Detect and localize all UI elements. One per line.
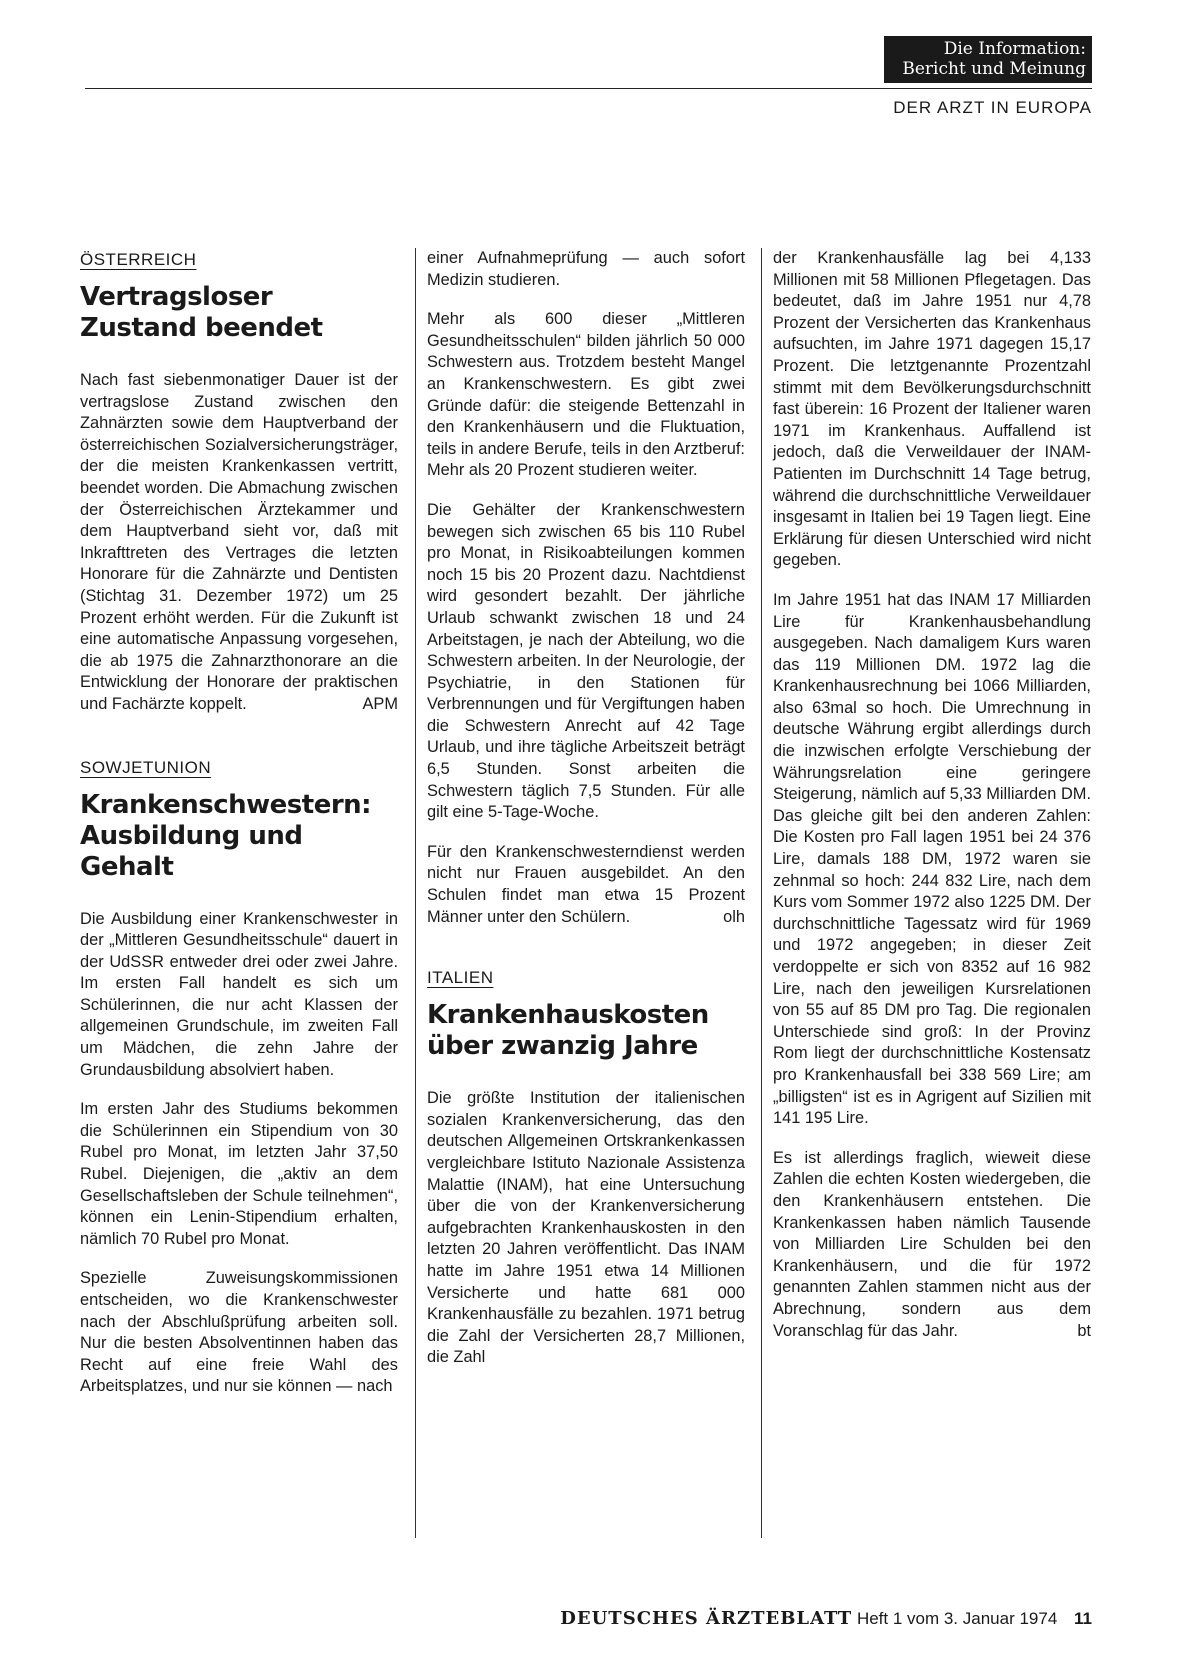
kicker-italien: ITALIEN — [427, 968, 494, 988]
paragraph-text: Nach fast siebenmonatiger Dauer ist der vertragslose Zustand zwischen den Zahnärzten sowie dem Hauptverband der österreichischen Sozialversicherungsträger, der die meisten Krankenkassen vertritt, beendet worden. Die Abmachung zwischen der Österreichischen Ärztekammer und dem Hauptverband sieht vor, daß mit Inkrafttreten des Vertrages die letzten Honorare für die Zahnärzte und Dentisten (Stichtag 31. Dezember 1972) um 25 Prozent erhöht werden. Für die Zukunft ist eine automatische Anpassung vorgesehen, die ab 1975 die Zahnarzthonorare an die Entwicklung der Honorare der praktischen und Fachärzte koppelt. — [80, 371, 398, 713]
column-2 — [427, 248, 745, 1369]
article-paragraph — [80, 370, 398, 716]
headline-line: Krankenschwestern: — [80, 789, 372, 820]
headline-line: über zwanzig Jahre — [427, 1031, 698, 1062]
kicker-sowjetunion: SOWJETUNION — [80, 757, 212, 777]
section-title: DER ARZT IN EUROPA — [893, 98, 1092, 117]
header-rule — [85, 88, 1092, 89]
article-paragraph: Spezielle Zuweisungskommissionen entscheiden, wo die Krankenschwester nach der Abschlußprüfung arbeiten soll. Nur die besten Absolventinnen haben das Recht auf eine freie Wahl des Arbeitsplatzes, und nur sie können — nach — [80, 1269, 398, 1396]
page-number: 11 — [1074, 1609, 1092, 1628]
article-paragraph: Im ersten Jahr des Studiums bekommen die Schülerinnen ein Stipendium von 30 Rubel pro Monat, im letzten Jahr 37,50 Rubel. Diejenigen, die „aktiv an dem Gesellschaftsleben der Schule teilnehmen“, können ein Lenin-Stipendium erhalten, nämlich 70 Rubel pro Monat. — [80, 1100, 398, 1248]
headline-line: Zustand beendet — [80, 313, 323, 343]
author-signature: olh — [723, 907, 745, 926]
badge-line-1: Die Information: — [943, 39, 1086, 59]
headline-sowjetunion — [80, 790, 398, 883]
headline-line: Ausbildung und Gehalt — [80, 820, 303, 882]
column-divider-2 — [761, 248, 762, 1538]
headline-line: Vertragsloser — [80, 282, 273, 312]
paragraph-text: Es ist allerdings fraglich, wieweit diese Zahlen die echten Kosten wiedergeben, die den Krankenhäusern entstehen. Die Krankenkassen haben nämlich Tausende von Milliarden Lire Schulden bei den Krankenhäusern, und die für 1972 genannten Zahlen stammen nicht aus der Abrechnung, sondern aus dem Voranschlag für das Jahr. — [773, 1148, 1091, 1340]
article-paragraph — [773, 1148, 1091, 1342]
article-paragraph: Die Gehälter der Krankenschwestern bewegen sich zwischen 65 bis 110 Rubel pro Monat, in Risikoabteilungen kommen noch 15 bis 20 Prozent dazu. Nachtdienst wird gesondert bezahlt. Der jährliche Urlaub schwankt zwischen 18 und 24 Arbeitstagen, je nach der Abteilung, wo die Schwestern arbeiten. In der Neurologie, der Psychiatrie, in den Stationen für Verbrennungen und für Vergiftungen haben die Schwestern Anrecht auf 42 Tage Urlaub, und ihre tägliche Arbeitszeit beträgt 6,5 Stunden. Sonst arbeiten die Schwestern täglich 7,5 Stunden. Für alle gilt eine 5-Tage-Woche. — [427, 500, 745, 822]
article-paragraph: Die Ausbildung einer Krankenschwester in der „Mittleren Gesundheitsschule“ dauert in der UdSSR entweder drei oder zwei Jahre. Im ersten Fall handelt es sich um Schülerinnen, die nur acht Klassen der allgemeinen Grundschule, im zweiten Fall um Mädchen, die zehn Jahre der Grundausbildung absolviert haben. — [80, 909, 398, 1079]
page-footer — [0, 1608, 1092, 1629]
issue-info: Heft 1 vom 3. Januar 1974 — [856, 1609, 1058, 1628]
column-1 — [80, 248, 398, 1398]
column-3 — [773, 248, 1091, 1342]
headline-italien — [427, 1000, 745, 1062]
magazine-name: DEUTSCHES ÄRZTEBLATT — [560, 1608, 853, 1629]
badge-line-2: Bericht und Meinung — [902, 59, 1086, 79]
article-paragraph: einer Aufnahmeprüfung — auch sofort Medizin studieren. — [427, 249, 745, 289]
article-paragraph: Die größte Institution der italienischen sozialen Krankenversicherung, das den deutschen Allgemeinen Ortskrankenkassen vergleichbare Istituto Nazionale Assistenza Malattie (INAM), hat eine Untersuchung über die von der Krankenversicherung aufgebrachten Krankenhauskosten in den letzten 20 Jahren veröffentlicht. Das INAM hatte im Jahre 1951 etwa 14 Millionen Versicherte und hatte 681 000 Krankenhausfälle zu bezahlen. 1971 betrug die Zahl der Versicherten 28,7 Millionen, die Zahl — [427, 1089, 745, 1367]
kicker-oesterreich: ÖSTERREICH — [80, 250, 197, 269]
article-paragraph: Im Jahre 1951 hat das INAM 17 Milliarden Lire für Krankenhausbehandlung ausgegeben. Nach damaligem Kurs waren das 119 Millionen DM. 1972 lag die Krankenhausrechnung bei 1066 Milliarden, also 63mal so hoch. Die Umrechnung in deutsche Währung ergibt allerdings durch die inzwischen erfolgte Verschiebung der Währungsrelation eine geringere Steigerung, nämlich auf 5,33 Milliarden DM. Das gleiche gilt bei den anderen Zahlen: Die Kosten pro Fall lagen 1951 bei 24 376 Lire, damals 188 DM, 1972 waren sie zehnmal so hoch: 244 832 Lire, nach dem Kurs vom Sommer 1972 also 1225 DM. Der durchschnittliche Tagessatz wird für 1969 und 1972 angegeben; in dieser Zeit verdoppelte er sich von 8352 auf 16 982 Lire, nach den jeweiligen Kursrelationen von 55 auf 85 DM pro Tag. Die regionalen Unterschiede sind groß: In der Provinz Rom liegt der durchschnittliche Kostensatz pro Krankenhausfall bei 338 569 Lire; am „billigsten“ ist es in Agrigent auf Sizilien mit 141 195 Lire. — [773, 590, 1091, 1128]
rubric-badge — [884, 36, 1092, 83]
article-paragraph — [427, 842, 745, 928]
article-paragraph: Mehr als 600 dieser „Mittleren Gesundheitsschulen“ bilden jährlich 50 000 Schwestern aus. Trotzdem besteht Mangel an Krankenschwestern. Es gibt zwei Gründe dafür: die steigende Bettenzahl in den Krankenhäusern und die Fluktuation, teils in andere Berufe, teils in den Arztberuf: Mehr als 20 Prozent studieren weiter. — [427, 310, 745, 480]
article-paragraph: der Krankenhausfälle lag bei 4,133 Millionen mit 58 Millionen Pflegetagen. Das bedeutet, daß im Jahre 1951 nur 4,78 Prozent der Versicherten das Krankenhaus aufsuchten, im Jahre 1971 dagegen 15,17 Prozent. Die letztgenannte Prozentzahl stimmt mit dem Bevölkerungsdurchschnitt fast überein: 16 Prozent der Italiener waren 1971 im Krankenhaus. Auffallend ist jedoch, daß die Verweildauer der INAM-Patienten im Durchschnitt 14 Tage betrug, während die durchschnittliche Verweildauer insgesamt in Italien bei 19 Tagen liegt. Eine Erklärung für diesen Unterschied wird nicht gegeben. — [773, 249, 1091, 570]
author-signature: APM — [362, 694, 398, 713]
author-signature: bt — [1077, 1321, 1091, 1340]
paragraph-text: Für den Krankenschwesterndienst werden nicht nur Frauen ausgebildet. An den Schulen findet man etwa 15 Prozent Männer unter den Schülern. — [427, 842, 745, 926]
column-divider-1 — [415, 248, 416, 1538]
headline-line: Krankenhauskosten — [427, 1000, 709, 1031]
headline-oesterreich — [80, 282, 398, 344]
